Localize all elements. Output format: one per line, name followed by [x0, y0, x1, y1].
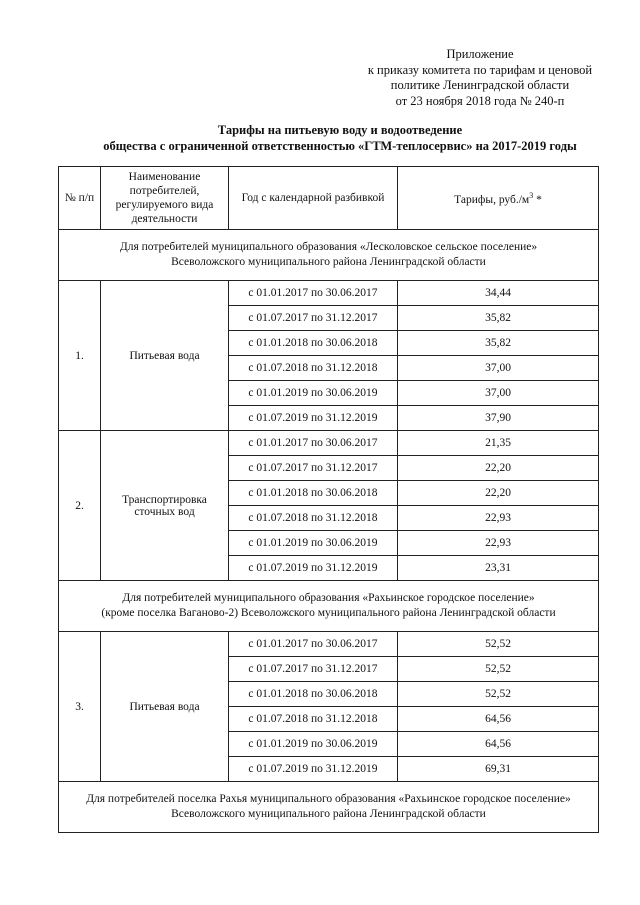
appendix-line: политике Ленинградской области: [390, 78, 570, 92]
tariff-table: [58, 166, 599, 833]
header-tariff-text: Тарифы, руб./м: [454, 193, 530, 206]
category-number: 3.: [59, 632, 101, 782]
table-body: [59, 230, 599, 833]
tariff-cell: 22,93: [398, 506, 599, 531]
category-number: 1.: [59, 281, 101, 431]
category-name: Питьевая вода: [101, 632, 229, 782]
section-header-line: Всеволожского муниципального района Ленинградской области: [171, 256, 486, 268]
document-title: [40, 122, 640, 154]
section-header-line: Для потребителей муниципального образования «Рахьинское городское поселение»: [122, 592, 535, 604]
header-tariff: [398, 167, 599, 230]
title-line: Тарифы на питьевую воду и водоотведение: [217, 123, 463, 137]
tariff-cell: 35,82: [398, 331, 599, 356]
tariff-cell: 21,35: [398, 431, 599, 456]
section-header: [59, 782, 599, 833]
tariff-cell: 22,20: [398, 456, 599, 481]
period-cell: с 01.07.2017 по 31.12.2017: [229, 657, 398, 682]
period-cell: с 01.01.2018 по 30.06.2018: [229, 331, 398, 356]
tariff-cell: 52,52: [398, 682, 599, 707]
period-cell: с 01.01.2017 по 30.06.2017: [229, 281, 398, 306]
table-header-row: [59, 167, 599, 230]
section-header-row: [59, 581, 599, 632]
tariff-cell: 52,52: [398, 632, 599, 657]
period-cell: с 01.01.2017 по 30.06.2017: [229, 632, 398, 657]
period-cell: с 01.01.2017 по 30.06.2017: [229, 431, 398, 456]
tariff-cell: 64,56: [398, 707, 599, 732]
appendix-line: к приказу комитета по тарифам и ценовой: [367, 62, 593, 77]
header-consumer-name: Наименование потребителей, регулируемого вида деятельности: [101, 167, 229, 230]
category-name: Транспортировка сточных вод: [101, 431, 229, 581]
period-cell: с 01.01.2019 по 30.06.2019: [229, 381, 398, 406]
header-number: № п/п: [59, 167, 101, 230]
tariff-cell: 37,90: [398, 406, 599, 431]
section-header: [59, 230, 599, 281]
period-cell: с 01.07.2018 по 31.12.2018: [229, 506, 398, 531]
period-cell: с 01.01.2018 по 30.06.2018: [229, 481, 398, 506]
section-header-line: (кроме поселка Ваганово-2) Всеволожского муниципального района Ленинградской области: [101, 607, 556, 619]
period-cell: с 01.07.2019 по 31.12.2019: [229, 556, 398, 581]
section-header-row: [59, 230, 599, 281]
appendix-line: Приложение: [446, 47, 514, 61]
period-cell: с 01.07.2019 по 31.12.2019: [229, 406, 398, 431]
tariff-cell: 52,52: [398, 657, 599, 682]
header-period: Год с календарной разбивкой: [229, 167, 398, 230]
period-cell: с 01.07.2019 по 31.12.2019: [229, 757, 398, 782]
period-cell: с 01.01.2019 по 30.06.2019: [229, 732, 398, 757]
category-number: 2.: [59, 431, 101, 581]
tariff-cell: 35,82: [398, 306, 599, 331]
tariff-cell: 69,31: [398, 757, 599, 782]
section-header-line: Для потребителей муниципального образования «Лесколовское сельское поселение»: [119, 241, 538, 253]
header-tariff-asterisk: *: [533, 193, 542, 206]
period-cell: с 01.01.2019 по 30.06.2019: [229, 531, 398, 556]
appendix-block: [340, 47, 620, 109]
table-row: [59, 431, 599, 456]
period-cell: с 01.07.2017 по 31.12.2017: [229, 306, 398, 331]
section-header: [59, 581, 599, 632]
title-line: общества с ограниченной ответственностью «ГТМ-теплосервис» на 2017-2019 годы: [103, 139, 577, 153]
tariff-cell: 22,20: [398, 481, 599, 506]
period-cell: с 01.07.2017 по 31.12.2017: [229, 456, 398, 481]
tariff-cell: 37,00: [398, 381, 599, 406]
tariff-cell: 22,93: [398, 531, 599, 556]
tariff-cell: 64,56: [398, 732, 599, 757]
tariff-cell: 34,44: [398, 281, 599, 306]
header-tariff-superscript: 3: [529, 191, 534, 201]
section-header-line: Для потребителей поселка Рахья муниципального образования «Рахьинское городское поселение»: [86, 793, 571, 805]
section-header-line: Всеволожского муниципального района Ленинградской области: [171, 808, 486, 820]
period-cell: с 01.07.2018 по 31.12.2018: [229, 707, 398, 732]
tariff-cell: 23,31: [398, 556, 599, 581]
tariff-cell: 37,00: [398, 356, 599, 381]
category-name: Питьевая вода: [101, 281, 229, 431]
appendix-line: от 23 ноября 2018 года № 240-п: [395, 93, 565, 108]
period-cell: с 01.01.2018 по 30.06.2018: [229, 682, 398, 707]
table-row: [59, 281, 599, 306]
period-cell: с 01.07.2018 по 31.12.2018: [229, 356, 398, 381]
table-row: [59, 632, 599, 657]
section-header-row: [59, 782, 599, 833]
